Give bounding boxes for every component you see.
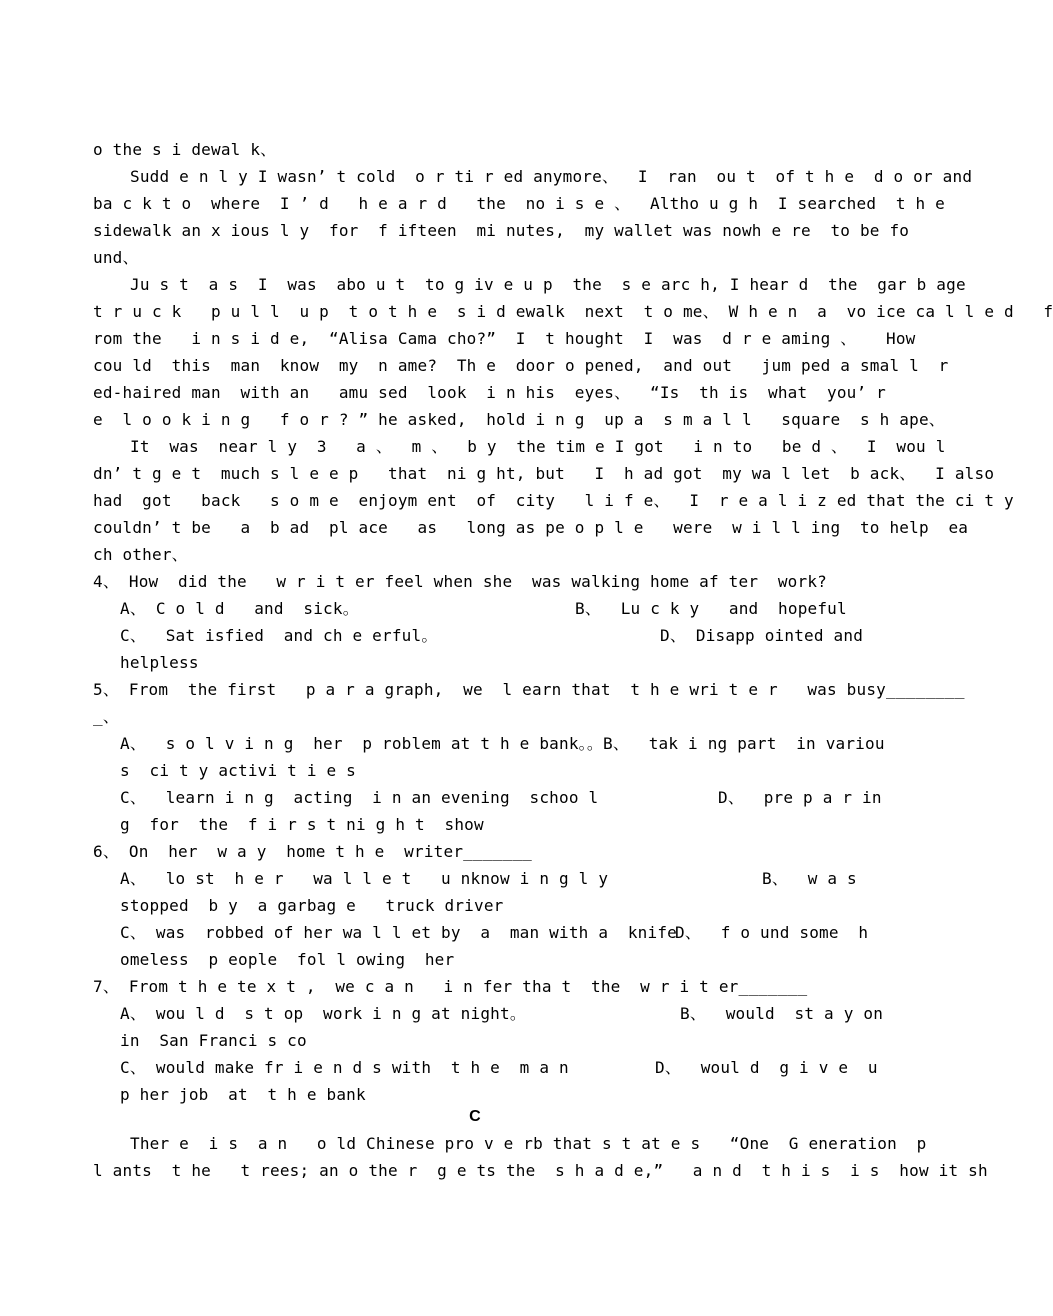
question-5-option-b-cont: s ci t y activi t i e s — [120, 761, 356, 780]
passage-line: ba c k t o where I ’ d h e a r d the no i s e 、 Altho u g h I searched t h e — [93, 194, 945, 213]
passage-line: dn’ t g e t much s l e e p that ni g ht, but I h ad got my wa l let b ack、 I also — [93, 464, 995, 483]
section-c-line: Ther e i s a n o ld Chinese pro v e rb that s t at e s “One G eneration p — [130, 1134, 927, 1153]
question-7-option-a: A、 wou l d s t op work i n g at night。 — [120, 1004, 527, 1023]
passage-line: e l o o k i n g f o r ? ” he asked, hold i n g up a s m a l l square s h ape、 — [93, 410, 945, 429]
passage-line: It was near l y 3 a 、 m 、 b y the tim e I got i n to be d 、 I wou l — [130, 437, 946, 456]
question-5-option-a: A、 s o l v i n g her p roblem at t h e bank。。 — [120, 734, 604, 753]
question-7-option-d-cont: p her job at t h e bank — [120, 1085, 366, 1104]
question-6-option-d-cont: omeless p eople fol l owing her — [120, 950, 455, 969]
passage-line: o the s i dewal k、 — [93, 140, 277, 159]
passage-line: had got back s o m e enjoym ent of city l i f e、 I r e a l i z ed that the ci t y — [93, 491, 1014, 510]
passage-line: Ju s t a s I was abo u t to g iv e u p the s e arc h, I hear d the gar b age — [130, 275, 966, 294]
question-6-option-a: A、 lo st h e r wa l l e t u nknow i n g l y — [120, 869, 609, 888]
question-5-stem-cont: _、 — [93, 707, 120, 726]
question-4-stem: 4、 How did the w r i t er feel when she was walking home af ter work? — [93, 572, 827, 591]
passage-line: t r u c k p u l l u p t o t h e s i d ewalk next t o me、 W h e n a vo ice ca l l e d f — [93, 302, 1053, 321]
question-5-stem: 5、 From the first p a r a graph, we l earn that t h e wri t e r was busy________ — [93, 680, 965, 699]
question-5-option-d-cont: g for the f i r s t ni g h t show — [120, 815, 484, 834]
passage-line: und、 — [93, 248, 139, 267]
question-7-stem: 7、 From t h e te x t , we c a n i n fer tha t the w r i t er_______ — [93, 977, 808, 996]
question-6-option-b-cont: stopped b y a garbag e truck driver — [120, 896, 504, 915]
section-c-line: l ants t he t rees; an o the r g e ts the s h a d e,” a n d t h i s i s how it sh — [93, 1161, 988, 1180]
question-7-option-b: B、 would st a y on — [680, 1004, 884, 1023]
question-5-option-c: C、 learn i n g acting i n an evening schoo l — [120, 788, 599, 807]
question-6-option-b: B、 w a s — [762, 869, 857, 888]
question-7-option-c: C、 would make fr i e n d s with t h e m a n — [120, 1058, 569, 1077]
question-6-option-d: D、 f o und some h — [675, 923, 869, 942]
question-6-option-c: C、 was robbed of her wa l l et by a man with a knife — [120, 923, 678, 942]
passage-line: cou ld this man know my n ame? Th e door o pened, and out jum ped a smal l r — [93, 356, 949, 375]
question-4-option-d-cont: helpless — [120, 653, 199, 672]
passage-line: sidewalk an x ious l y for f ifteen mi nutes, my wallet was nowh e re to be fo — [93, 221, 910, 240]
question-7-option-d: D、 woul d g i v e u — [655, 1058, 878, 1077]
passage-line: rom the i n s i d e, “Alisa Cama cho?” I t hought I was d r e aming 、 How — [93, 329, 916, 348]
passage-line: ch other、 — [93, 545, 188, 564]
question-5-option-d: D、 pre p a r in — [718, 788, 882, 807]
passage-line: couldn’ t be a b ad pl ace as long as pe o p l e were w i l l ing to help ea — [93, 518, 969, 537]
question-4-option-b: B、 Lu c k y and hopeful — [575, 599, 847, 618]
passage-line: ed-haired man with an amu sed look i n his eyes、 “Is th is what you’ r — [93, 383, 886, 402]
question-7-option-b-cont: in San Franci s co — [120, 1031, 307, 1050]
passage-line: Sudd e n l y I wasn’ t cold o r ti r ed anymore、 I ran ou t of t h e d o or and — [130, 167, 973, 186]
section-c-heading: C — [469, 1108, 481, 1125]
question-6-stem: 6、 On her w a y home t h e writer_______ — [93, 842, 533, 861]
question-5-option-b: B、 tak i ng part in variou — [603, 734, 885, 753]
question-4-option-d: D、 Disapp ointed and — [660, 626, 864, 645]
question-4-option-c: C、 Sat isfied and ch e erful。 — [120, 626, 438, 645]
question-4-option-a: A、 C o l d and sick。 — [120, 599, 359, 618]
